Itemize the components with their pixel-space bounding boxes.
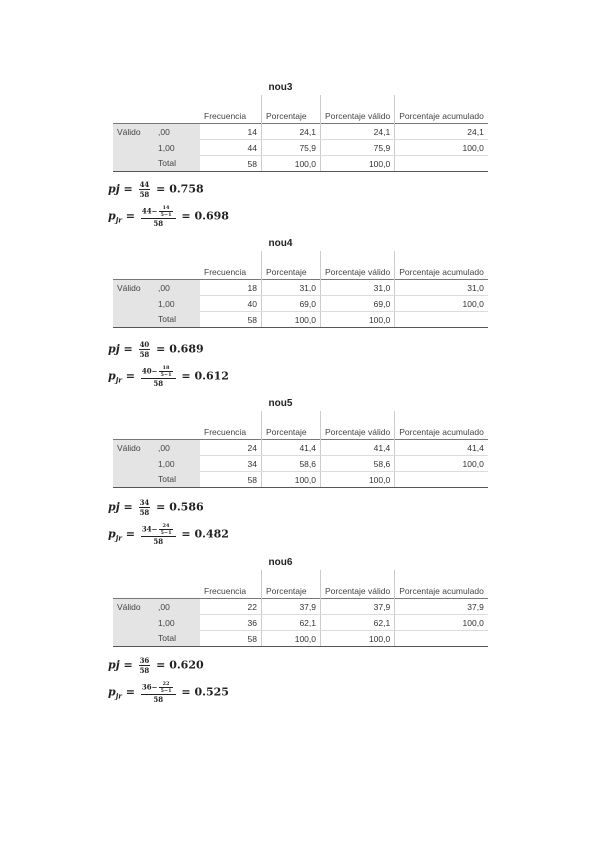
cell-porcentaje: 69,0 [262, 296, 321, 312]
equals-sign: = [121, 369, 139, 383]
denominator: 58 [139, 508, 150, 517]
formula-subscript: jr [115, 375, 122, 385]
row-group-label [113, 312, 154, 328]
header-frecuencia: Frecuencia [204, 111, 247, 121]
header-porcentaje: Porcentaje [262, 411, 321, 440]
inner-fraction [159, 205, 172, 218]
row-label: Total [154, 631, 200, 647]
fraction [141, 523, 176, 546]
cell-porcentaje-acumulado: 31,0 [395, 280, 488, 296]
cell-frecuencia: 58 [200, 156, 262, 172]
table-title: nou6 [268, 557, 293, 568]
cell-porcentaje-acumulado: 100,0 [395, 140, 488, 156]
row-label: ,00 [154, 440, 200, 456]
pjr-formula [108, 681, 229, 704]
cell-frecuencia: 36 [200, 615, 262, 631]
row-label: ,00 [154, 280, 200, 296]
row-group-label [113, 615, 154, 631]
fraction [139, 180, 151, 199]
inner-denominator: 5−1 [160, 372, 172, 378]
row-group-label: Válido [113, 599, 154, 615]
table-row [113, 472, 488, 488]
numerator [141, 365, 176, 379]
cell-porcentaje-acumulado [395, 156, 488, 172]
cell-porcentaje: 75,9 [262, 140, 321, 156]
fraction [139, 498, 151, 517]
table-row [113, 280, 488, 296]
cell-porcentaje: 41,4 [262, 440, 321, 456]
header-porcentaje: Porcentaje [262, 570, 321, 599]
inner-fraction [159, 681, 172, 694]
formula-result: 0.612 [194, 369, 229, 383]
denominator: 58 [153, 537, 164, 546]
row-label: 1,00 [154, 296, 200, 312]
inner-fraction [159, 523, 172, 536]
header-blank [113, 251, 154, 280]
cell-porcentaje: 58,6 [262, 456, 321, 472]
cell-frecuencia: 18 [200, 280, 262, 296]
header-porcentaje-valido: Porcentaje válido [321, 95, 395, 124]
inner-denominator: 5−1 [160, 530, 172, 536]
equals-sign: = [119, 500, 137, 514]
equals-sign: = [152, 342, 170, 356]
cell-porcentaje-valido: 100,0 [321, 156, 395, 172]
row-group-label [113, 456, 154, 472]
cell-frecuencia: 14 [200, 124, 262, 140]
row-label: 1,00 [154, 140, 200, 156]
cell-frecuencia: 58 [200, 631, 262, 647]
formula-result: 0.698 [194, 209, 229, 223]
formula-lhs: p [108, 209, 116, 223]
inner-denominator: 5−1 [160, 212, 172, 218]
cell-porcentaje: 100,0 [262, 631, 321, 647]
header-row [113, 95, 488, 124]
header-row [113, 411, 488, 440]
cell-porcentaje: 100,0 [262, 156, 321, 172]
table-row [113, 631, 488, 647]
formula-result: 0.586 [169, 500, 204, 514]
cell-porcentaje-valido: 41,4 [321, 440, 395, 456]
formula-result: 0.689 [169, 342, 204, 356]
table-row [113, 599, 488, 615]
cell-frecuencia: 58 [200, 472, 262, 488]
cell-porcentaje-valido: 100,0 [321, 631, 395, 647]
header-porcentaje-acumulado: Porcentaje acumulado [395, 95, 488, 124]
table-title: nou5 [268, 398, 293, 409]
header-blank [154, 95, 200, 124]
pj-formula [108, 498, 204, 517]
inner-numerator: 14 [159, 205, 172, 212]
formula-result: 0.758 [169, 182, 204, 196]
equals-sign: = [119, 182, 137, 196]
equals-sign: = [177, 369, 195, 383]
table-row [113, 440, 488, 456]
cell-porcentaje: 62,1 [262, 615, 321, 631]
header-blank [113, 570, 154, 599]
inner-denominator: 5−1 [160, 688, 172, 694]
fraction [141, 365, 176, 388]
cell-frecuencia: 22 [200, 599, 262, 615]
numerator: 36 [139, 656, 150, 665]
equals-sign: = [177, 527, 195, 541]
row-label: 1,00 [154, 456, 200, 472]
formula-result: 0.525 [194, 685, 229, 699]
table-row [113, 140, 488, 156]
numerator: 34 [139, 498, 150, 507]
row-label: Total [154, 472, 200, 488]
denominator: 58 [139, 666, 150, 675]
table-row [113, 156, 488, 172]
equals-sign: = [121, 209, 139, 223]
row-group-label [113, 296, 154, 312]
equals-sign: = [152, 182, 170, 196]
header-row [113, 570, 488, 599]
equals-sign: = [177, 209, 195, 223]
row-label: ,00 [154, 124, 200, 140]
equals-sign: = [119, 342, 137, 356]
denominator: 58 [139, 190, 150, 199]
row-label: ,00 [154, 599, 200, 615]
cell-frecuencia: 34 [200, 456, 262, 472]
header-frecuencia: Frecuencia [204, 427, 247, 437]
header-porcentaje-acumulado: Porcentaje acumulado [395, 251, 488, 280]
cell-porcentaje: 100,0 [262, 472, 321, 488]
fraction [141, 205, 176, 228]
table-row [113, 124, 488, 140]
cell-frecuencia: 40 [200, 296, 262, 312]
header-frecuencia: Frecuencia [204, 267, 247, 277]
header-blank [154, 570, 200, 599]
formula-subscript: jr [115, 691, 122, 701]
cell-porcentaje: 24,1 [262, 124, 321, 140]
header-porcentaje-valido: Porcentaje válido [321, 411, 395, 440]
pjr-formula [108, 523, 229, 546]
header-porcentaje-acumulado: Porcentaje acumulado [395, 570, 488, 599]
formula-lhs: p [108, 685, 116, 699]
frequency-table [113, 570, 488, 647]
cell-porcentaje-acumulado: 24,1 [395, 124, 488, 140]
cell-porcentaje-valido: 75,9 [321, 140, 395, 156]
numerator [141, 523, 176, 537]
cell-porcentaje-acumulado [395, 472, 488, 488]
inner-fraction [159, 365, 172, 378]
numerator: 44 [139, 180, 150, 189]
numerator [141, 681, 176, 695]
cell-porcentaje-acumulado [395, 631, 488, 647]
header-porcentaje-valido: Porcentaje válido [321, 570, 395, 599]
cell-porcentaje-valido: 69,0 [321, 296, 395, 312]
header-porcentaje: Porcentaje [262, 251, 321, 280]
row-label: 1,00 [154, 615, 200, 631]
table-row [113, 296, 488, 312]
formula-result: 0.620 [169, 658, 204, 672]
formula-lhs: p [108, 369, 116, 383]
pj-formula [108, 180, 204, 199]
inner-numerator: 24 [159, 523, 172, 530]
cell-porcentaje-valido: 37,9 [321, 599, 395, 615]
pj-formula [108, 340, 204, 359]
cell-porcentaje-valido: 62,1 [321, 615, 395, 631]
inner-numerator: 18 [159, 365, 172, 372]
formula-lhs: pj [108, 500, 120, 514]
denominator: 58 [153, 219, 164, 228]
cell-porcentaje: 37,9 [262, 599, 321, 615]
numerator-main: 34− [141, 524, 158, 534]
table-row [113, 615, 488, 631]
frequency-table [113, 251, 488, 328]
formula-lhs: pj [108, 182, 120, 196]
row-group-label [113, 156, 154, 172]
table-row [113, 312, 488, 328]
numerator [141, 205, 176, 219]
equals-sign: = [119, 658, 137, 672]
denominator: 58 [153, 379, 164, 388]
equals-sign: = [152, 500, 170, 514]
header-frecuencia: Frecuencia [204, 586, 247, 596]
denominator: 58 [139, 350, 150, 359]
cell-porcentaje-acumulado: 37,9 [395, 599, 488, 615]
numerator-main: 40− [141, 366, 158, 376]
header-blank [113, 411, 154, 440]
row-group-label: Válido [113, 440, 154, 456]
cell-porcentaje-valido: 31,0 [321, 280, 395, 296]
row-label: Total [154, 156, 200, 172]
formula-result: 0.482 [194, 527, 229, 541]
fraction [141, 681, 176, 704]
formula-lhs: p [108, 527, 116, 541]
table-row [113, 456, 488, 472]
row-label: Total [154, 312, 200, 328]
row-group-label [113, 140, 154, 156]
cell-porcentaje-valido: 58,6 [321, 456, 395, 472]
header-porcentaje: Porcentaje [262, 95, 321, 124]
frequency-table [113, 411, 488, 488]
cell-porcentaje: 31,0 [262, 280, 321, 296]
row-group-label [113, 472, 154, 488]
header-porcentaje-valido: Porcentaje válido [321, 251, 395, 280]
inner-numerator: 22 [159, 681, 172, 688]
cell-frecuencia: 44 [200, 140, 262, 156]
pjr-formula [108, 205, 229, 228]
equals-sign: = [152, 658, 170, 672]
fraction [139, 656, 151, 675]
numerator: 40 [139, 340, 150, 349]
cell-porcentaje-acumulado: 100,0 [395, 296, 488, 312]
row-group-label: Válido [113, 124, 154, 140]
pj-formula [108, 656, 204, 675]
cell-porcentaje-acumulado [395, 312, 488, 328]
numerator-main: 36− [141, 682, 158, 692]
formula-lhs: pj [108, 342, 120, 356]
denominator: 58 [153, 695, 164, 704]
pjr-formula [108, 365, 229, 388]
header-blank [154, 251, 200, 280]
header-porcentaje-acumulado: Porcentaje acumulado [395, 411, 488, 440]
cell-porcentaje-valido: 100,0 [321, 312, 395, 328]
table-title: nou3 [268, 82, 293, 93]
header-blank [154, 411, 200, 440]
row-group-label [113, 631, 154, 647]
equals-sign: = [177, 685, 195, 699]
formula-lhs: pj [108, 658, 120, 672]
header-row [113, 251, 488, 280]
numerator-main: 44− [141, 206, 158, 216]
frequency-table [113, 95, 488, 172]
equals-sign: = [121, 685, 139, 699]
cell-porcentaje-acumulado: 100,0 [395, 456, 488, 472]
row-group-label: Válido [113, 280, 154, 296]
cell-porcentaje-valido: 24,1 [321, 124, 395, 140]
fraction [139, 340, 151, 359]
cell-porcentaje-acumulado: 41,4 [395, 440, 488, 456]
formula-subscript: jr [115, 215, 122, 225]
equals-sign: = [121, 527, 139, 541]
cell-frecuencia: 58 [200, 312, 262, 328]
header-blank [113, 95, 154, 124]
formula-subscript: jr [115, 533, 122, 543]
cell-porcentaje: 100,0 [262, 312, 321, 328]
table-title: nou4 [268, 238, 293, 249]
cell-porcentaje-acumulado: 100,0 [395, 615, 488, 631]
cell-porcentaje-valido: 100,0 [321, 472, 395, 488]
cell-frecuencia: 24 [200, 440, 262, 456]
